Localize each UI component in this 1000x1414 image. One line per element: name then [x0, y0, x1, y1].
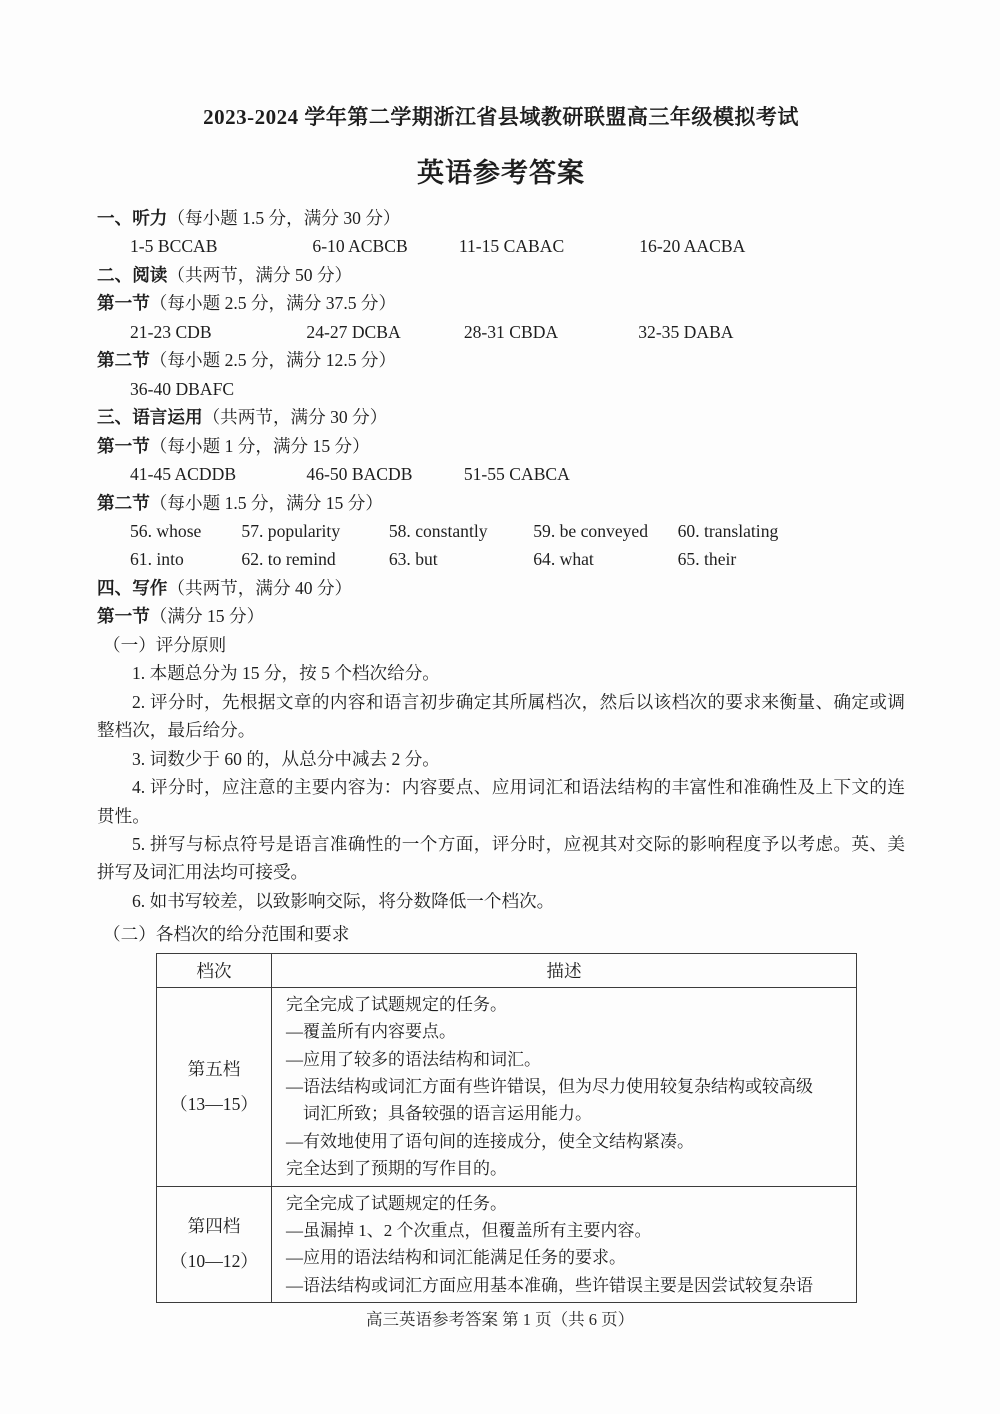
- language-use-heading: [97, 403, 905, 431]
- answer-group: 24-27 DCBA: [306, 321, 401, 342]
- writing-part1-note: （满分 15 分）: [149, 606, 265, 627]
- language-part1-heading: [97, 432, 905, 460]
- rubric-desc-line: —有效地使用了语句间的连接成分，使全文结构紧凑。: [286, 1131, 694, 1151]
- writing-heading-note: （共两节，满分 40 分）: [167, 577, 353, 598]
- language-part1-note: （每小题 1 分，满分 15 分）: [149, 435, 370, 456]
- answer-word: 61. into: [130, 549, 184, 570]
- scoring-principles-title: （一）评分原则: [103, 634, 227, 655]
- rubric-level4-description: [272, 1186, 857, 1303]
- answer-word: 57. popularity: [241, 520, 341, 541]
- answer-group: 41-45 ACDDB: [130, 464, 237, 485]
- reading-heading-label: 二、阅读: [97, 264, 168, 285]
- rubric-level-range: （13—15）: [170, 1093, 258, 1114]
- reading-part2-answers-row: [97, 375, 905, 403]
- answer-word: 65. their: [677, 549, 737, 570]
- rubric-desc-line: —覆盖所有内容要点。: [286, 1022, 456, 1042]
- reading-part2-label: 第二节: [97, 350, 150, 371]
- language-part2-answers-row2: [97, 545, 905, 573]
- principle-item: 5. 拼写与标点符号是语言准确性的一个方面，评分时，应视其对交际的影响程度予以考虑。英、美拼写及词汇用法均可接受。: [97, 833, 905, 883]
- rubric-row-level5: [157, 987, 857, 1186]
- rubric-level4-cell: [157, 1186, 272, 1303]
- page-content: [0, 102, 1000, 1303]
- answer-word: 59. be conveyed: [533, 520, 649, 541]
- rubric-level-name: 第五档: [187, 1058, 241, 1079]
- language-use-heading-note: （共两节，满分 30 分）: [202, 407, 388, 428]
- reading-heading: [97, 261, 905, 289]
- principle-item: 1. 本题总分为 15 分，按 5 个档次给分。: [132, 663, 440, 684]
- principle-item: 6. 如书写较差，以致影响交际，将分数降低一个档次。: [132, 890, 555, 911]
- rubric-desc-line: —应用的语法结构和词汇能满足任务的要求。: [286, 1248, 626, 1268]
- rubric-header-description: 描述: [272, 953, 857, 987]
- rubric-header-level: 档次: [157, 953, 272, 987]
- rubric-header-row: [157, 953, 857, 987]
- answer-group: 32-35 DABA: [638, 321, 734, 342]
- writing-part1-label: 第一节: [97, 606, 150, 627]
- listening-heading-note: （每小题 1.5 分，满分 30 分）: [167, 208, 401, 228]
- principle-item: 3. 词数少于 60 的，从总分中减去 2 分。: [132, 748, 440, 769]
- answer-group: 36-40 DBAFC: [130, 378, 235, 399]
- reading-part1-heading: [97, 289, 905, 317]
- language-part2-heading: [97, 489, 905, 517]
- writing-part1-heading: [97, 602, 905, 630]
- rubric-desc-line: 完全达到了预期的写作目的。: [286, 1159, 507, 1179]
- answer-word: 56. whose: [130, 520, 202, 541]
- answer-group: 28-31 CBDA: [463, 321, 559, 342]
- answer-word: 60. translating: [677, 520, 779, 541]
- score-ranges-title: （二）各档次的给分范围和要求: [103, 924, 350, 945]
- answer-word: 62. to remind: [241, 549, 336, 570]
- language-use-heading-label: 三、语言运用: [97, 407, 203, 428]
- answer-group: 11-15 CABAC: [458, 236, 565, 257]
- language-part2-answers-row1: [97, 517, 905, 545]
- rubric-desc-line: 词汇所致；具备较强的语言运用能力。: [286, 1104, 592, 1124]
- page-footer: 高三英语参考答案 第 1 页（共 6 页）: [365, 1310, 635, 1329]
- reading-part1-note: （每小题 2.5 分，满分 37.5 分）: [149, 293, 397, 314]
- reading-part1-label: 第一节: [97, 293, 150, 314]
- rubric-desc-line: —应用了较多的语法结构和词汇。: [286, 1049, 541, 1069]
- listening-heading-label: 一、听力: [97, 208, 168, 228]
- rubric-level5-description: [272, 987, 857, 1186]
- answer-word: 63. but: [388, 549, 438, 570]
- answer-group: 16-20 AACBA: [639, 236, 746, 257]
- language-part2-label: 第二节: [97, 492, 150, 513]
- answer-word: 58. constantly: [388, 520, 488, 541]
- rubric-row-level4: [157, 1186, 857, 1303]
- rubric-desc-line: —虽漏掉 1、2 个次重点，但覆盖所有主要内容。: [286, 1221, 652, 1241]
- reading-part2-heading: [97, 346, 905, 374]
- doc-title: 2023-2024 学年第二学期浙江省县域教研联盟高三年级模拟考试: [203, 105, 799, 129]
- rubric-level-name: 第四档: [187, 1216, 241, 1237]
- rubric-desc-line: 完全完成了试题规定的任务。: [286, 994, 507, 1014]
- doc-subtitle: 英语参考答案: [417, 158, 585, 188]
- answer-group: 21-23 CDB: [130, 321, 212, 342]
- listening-answers-row: [97, 232, 905, 260]
- answer-group: 1-5 BCCAB: [130, 236, 218, 257]
- writing-heading-label: 四、写作: [97, 577, 168, 598]
- reading-heading-note: （共两节，满分 50 分）: [167, 264, 353, 285]
- answer-group: 46-50 BACDB: [306, 464, 413, 485]
- scoring-rubric-table: [156, 953, 857, 1303]
- answer-group: 6-10 ACBCB: [312, 236, 408, 257]
- language-part1-label: 第一节: [97, 435, 150, 456]
- rubric-level-range: （10—12）: [170, 1251, 258, 1272]
- reading-part1-answers-row: [97, 318, 905, 346]
- rubric-desc-line: 完全完成了试题规定的任务。: [286, 1193, 507, 1213]
- reading-part2-note: （每小题 2.5 分，满分 12.5 分）: [149, 350, 397, 371]
- principle-item: 2. 评分时，先根据文章的内容和语言初步确定其所属档次，然后以该档次的要求来衡量、确定或调整档次，最后给分。: [97, 691, 905, 741]
- language-part1-answers-row: [97, 460, 905, 488]
- principle-item: 4. 评分时，应注意的主要内容为：内容要点、应用词汇和语法结构的丰富性和准确性及上下文的连贯性。: [97, 777, 905, 826]
- language-part2-note: （每小题 1.5 分，满分 15 分）: [149, 492, 383, 513]
- writing-heading: [97, 574, 905, 602]
- rubric-level5-cell: [157, 987, 272, 1186]
- listening-heading: [97, 204, 905, 232]
- rubric-desc-line: —语法结构或词汇方面有些许错误，但为尽力使用较复杂结构或较高级: [286, 1077, 813, 1096]
- answer-word: 64. what: [533, 549, 594, 570]
- rubric-desc-line: —语法结构或词汇方面应用基本准确，些许错误主要是因尝试较复杂语: [286, 1275, 813, 1295]
- answer-group: 51-55 CABCA: [463, 464, 570, 485]
